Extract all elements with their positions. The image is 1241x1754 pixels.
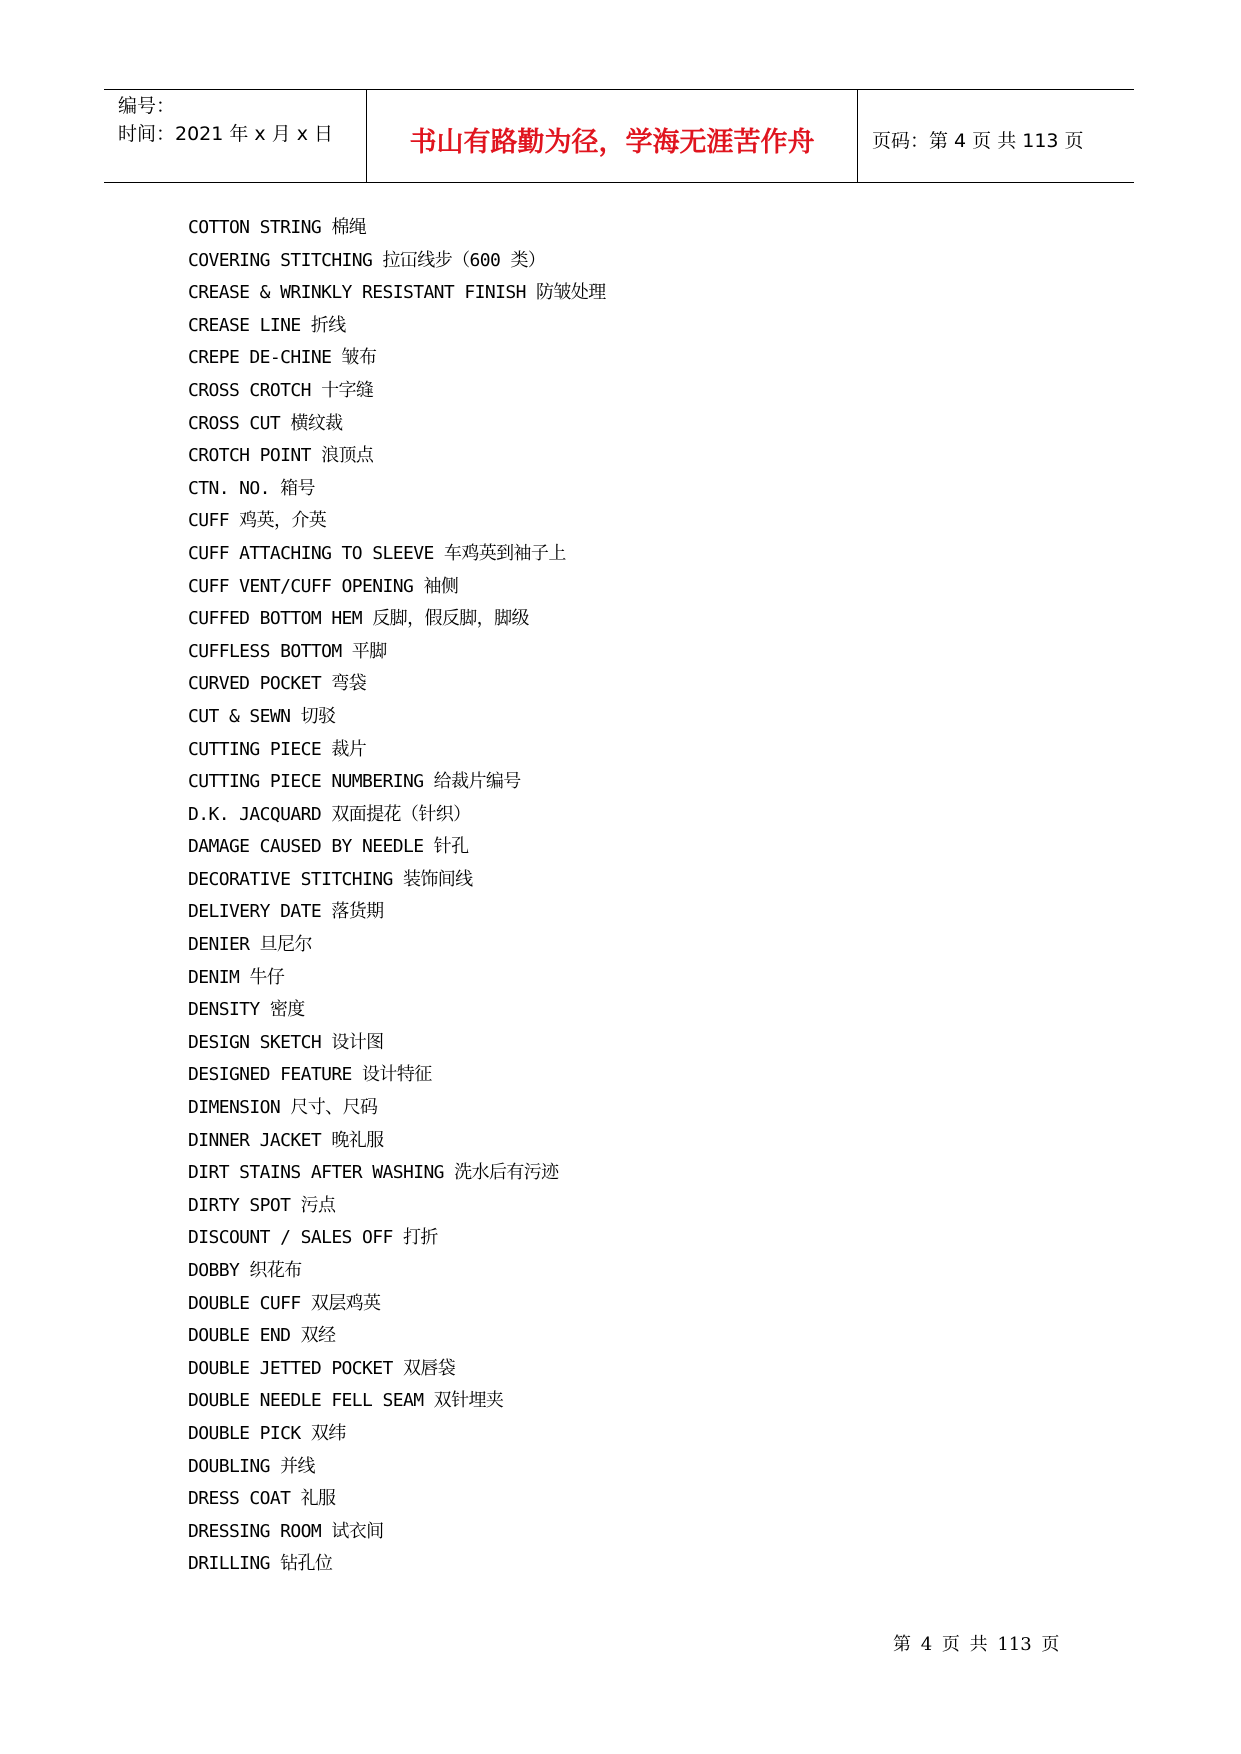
glossary-entry: DOUBLING 并线	[188, 1455, 315, 1477]
glossary-entry: DESIGNED FEATURE 设计特征	[188, 1064, 432, 1086]
glossary-entry: DRESS COAT 礼服	[188, 1488, 336, 1510]
glossary-entry: DOBBY 织花布	[188, 1260, 302, 1281]
glossary-entry: CUTTING PIECE NUMBERING 给裁片编号	[188, 771, 521, 793]
glossary-entry: CUFFED BOTTOM HEM 反脚，假反脚，脚级	[188, 608, 529, 630]
glossary-entry: CUT & SEWN 切驳	[188, 705, 336, 727]
glossary-entry: CUFFLESS BOTTOM 平脚	[188, 640, 387, 662]
glossary-entry: DOUBLE PICK 双纬	[188, 1422, 346, 1444]
glossary-entry: COTTON STRING 棉绳	[188, 217, 367, 238]
glossary-entry: DOUBLE NEEDLE FELL SEAM 双针埋夹	[188, 1390, 504, 1412]
glossary-entry: DELIVERY DATE 落货期	[188, 901, 384, 923]
glossary-entry: CUFF ATTACHING TO SLEEVE 车鸡英到袖子上	[188, 542, 566, 564]
glossary-entry: DENIER 旦尼尔	[188, 934, 312, 956]
page-code: 页码：第 4 页 共 113 页	[872, 129, 1084, 152]
glossary-entry: DESIGN SKETCH 设计图	[188, 1031, 384, 1053]
glossary-entry: DIRTY SPOT 污点	[188, 1194, 336, 1216]
glossary-entry: D.K. JACQUARD 双面提花（针织）	[188, 803, 471, 825]
glossary-entry: DECORATIVE STITCHING 装饰间线	[188, 868, 473, 890]
glossary-entry: COVERING STITCHING 拉冚线步（600 类）	[188, 249, 546, 271]
glossary-entry: DOUBLE CUFF 双层鸡英	[188, 1292, 381, 1314]
glossary-entry: CREPE DE-CHINE 皱布	[188, 347, 377, 369]
glossary-entry: CROSS CROTCH 十字缝	[188, 379, 374, 401]
glossary-list	[188, 212, 606, 1581]
glossary-entry: DINNER JACKET 晚礼服	[188, 1129, 384, 1151]
glossary-entry: DIMENSION 尺寸、尺码	[188, 1097, 378, 1119]
glossary-entry: CUFF VENT/CUFF OPENING 袖侧	[188, 575, 459, 597]
glossary-entry: CURVED POCKET 弯袋	[188, 673, 367, 695]
header-page-cell	[858, 90, 1134, 182]
glossary-entry: DISCOUNT / SALES OFF 打折	[188, 1227, 438, 1249]
motto-text: 书山有路勤为径，学海无涯苦作舟	[409, 126, 815, 158]
glossary-entry: CROTCH POINT 浪顶点	[188, 445, 374, 467]
glossary-entry: DOUBLE END 双经	[188, 1325, 336, 1347]
header-motto-cell	[367, 90, 858, 182]
page-footer: 第 4 页 共 113 页	[893, 1634, 1060, 1655]
glossary-entry: DENIM 牛仔	[188, 966, 285, 988]
glossary-entry: CUTTING PIECE 裁片	[188, 738, 367, 760]
glossary-entry: DOUBLE JETTED POCKET 双唇袋	[188, 1357, 456, 1379]
glossary-entry: CTN. NO. 箱号	[188, 477, 315, 499]
document-date: 时间：2021 年 x 月 x 日	[118, 123, 334, 145]
page-header	[104, 89, 1134, 183]
document-number-label: 编号：	[118, 95, 176, 117]
glossary-entry: DAMAGE CAUSED BY NEEDLE 针孔	[188, 836, 469, 858]
glossary-entry: DRILLING 钻孔位	[188, 1553, 333, 1575]
glossary-entry: CUFF 鸡英，介英	[188, 510, 327, 532]
glossary-entry: CROSS CUT 横纹裁	[188, 412, 343, 434]
glossary-entry: CREASE LINE 折线	[188, 314, 346, 336]
header-meta	[104, 90, 367, 182]
glossary-entry: DENSITY 密度	[188, 999, 305, 1021]
glossary-entry: DRESSING ROOM 试衣间	[188, 1520, 384, 1542]
glossary-entry: CREASE & WRINKLY RESISTANT FINISH 防皱处理	[188, 282, 606, 304]
glossary-entry: DIRT STAINS AFTER WASHING 洗水后有污迹	[188, 1162, 559, 1184]
